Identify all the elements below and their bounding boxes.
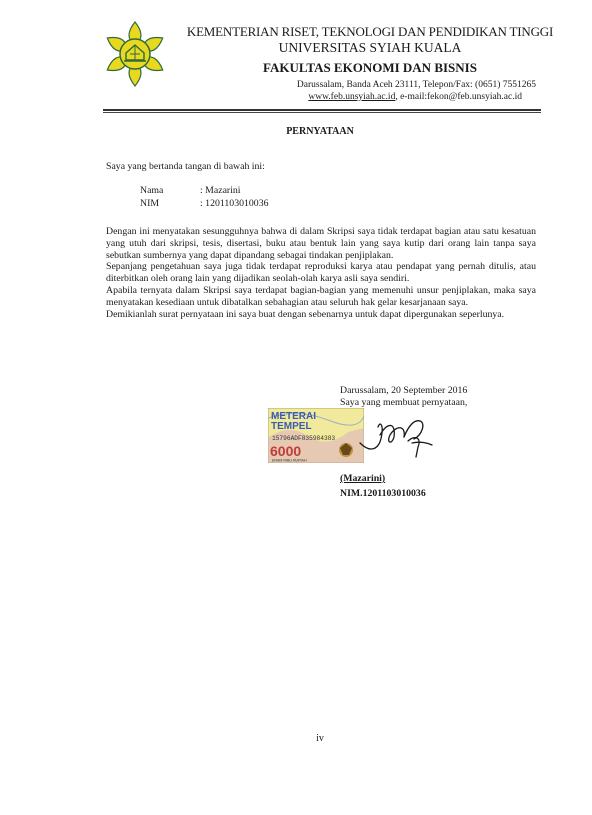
letterhead (170, 24, 570, 103)
faculty-name: FAKULTAS EKONOMI DAN BISNIS (263, 60, 477, 75)
statement-paragraph: Apabila ternyata dalam Skripsi saya terdapat bagian-bagian yang memenuhi unsur penjiplakan, maka saya menyatakan kesediaan untuk dibatalkan sebahagian atau seluruh hak gelar kesarjanaan saya. (106, 284, 536, 308)
statement-paragraph: Dengan ini menyatakan sesungguhnya bahwa di dalam Skripsi saya tidak terdapat bagian atau satu kesatuan yang utuh dari skripsi, tesis, disertasi, buku atau bentuk lain yang saya kutip dari orang lain tanpa saya sebutkan sumbernya yang dapat dipandang sebagai tindakan penjiplakan. (106, 226, 536, 261)
signer-name: (Mazarini) (340, 473, 386, 484)
website-link[interactable]: www.feb.unsyiah.ac.id (308, 92, 396, 102)
university-name: UNIVERSITAS SYIAH KUALA (278, 40, 462, 55)
page-number: iv (316, 733, 324, 744)
contact-line (170, 91, 570, 103)
signer-caption: Saya yang membuat pernyataan, (340, 397, 468, 408)
document-title: PERNYATAAN (286, 126, 354, 137)
letterhead-rule-thin (103, 112, 541, 113)
statement-paragraph: Demikianlah surat pernyataan ini saya buat dengan sebenarnya untuk dapat dipergunakan seperlunya. (106, 308, 505, 320)
statement-paragraph: Sepanjang pengetahuan saya juga tidak terdapat reproduksi karya atau pendapat yang pernah ditulis, atau diterbitkan oleh orang lain yang dijadikan seolah-olah karya asli saya sendiri. (106, 261, 536, 285)
signature-icon (350, 413, 435, 461)
field-label: Nama (140, 185, 164, 196)
field-label: NIM (140, 198, 160, 209)
field-value: : Mazarini (200, 185, 241, 196)
stamp-label-1: METERAI (271, 411, 316, 422)
field-row-nim (140, 198, 340, 211)
stamp-label-2: TEMPEL (271, 421, 312, 432)
statement-body (106, 226, 536, 320)
signer-nim: NIM.1201103010036 (340, 488, 426, 499)
university-logo (100, 18, 170, 88)
stamp-amount-words: ENAM RIBU RUPIAH (272, 458, 307, 463)
stamp-amount: 6000 (270, 443, 302, 459)
letterhead-rule-thick (103, 109, 541, 111)
field-value: : 1201103010036 (200, 198, 269, 209)
signature-block (340, 385, 467, 409)
university-seal-icon (100, 18, 170, 88)
place-date: Darussalam, 20 September 2016 (340, 385, 468, 396)
email-text: , e-mail:fekon@feb.unsyiah.ac.id (395, 92, 522, 102)
intro-text: Saya yang bertanda tangan di bawah ini: (106, 161, 265, 172)
field-row-name (140, 185, 340, 198)
handwritten-signature (350, 413, 435, 461)
address-line: Darussalam, Banda Aceh 23111, Telepon/Fax: (0651) 7551265 (296, 80, 536, 90)
ministry-name: KEMENTERIAN RISET, TEKNOLOGI DAN PENDIDIKAN TINGGI (186, 24, 554, 39)
stamp-serial: 15796ADF835984383 (272, 435, 336, 442)
